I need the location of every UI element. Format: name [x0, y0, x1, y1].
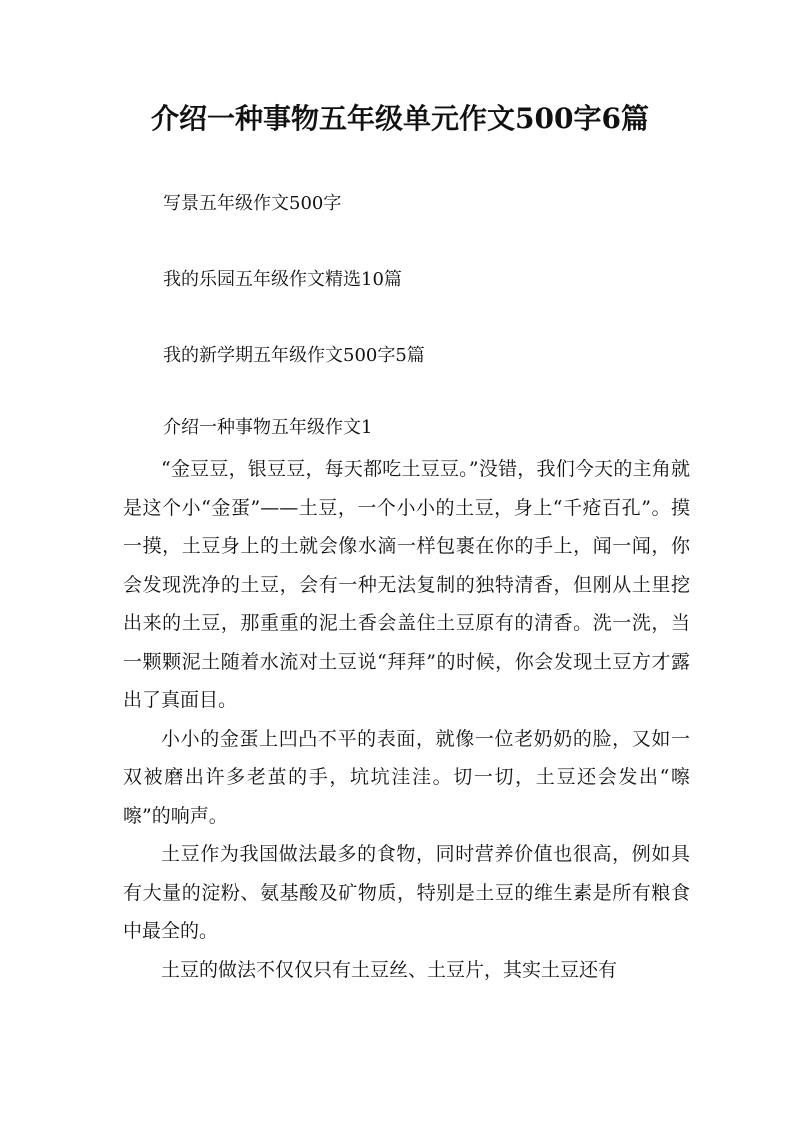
essay-body: [123, 450, 690, 989]
essay-paragraph-2: 小小的金蛋上凹凸不平的表面，就像一位老奶奶的脸，又如一双被磨出许多老茧的手，坑坑洼洼。切一切，土豆还会发出“嚓嚓”的响声。: [123, 727, 690, 827]
essay-heading: 介绍一种事物五年级作文1: [163, 417, 373, 438]
document-title: 介绍一种事物五年级单元作文500字6篇: [151, 102, 649, 135]
related-article-1[interactable]: 写景五年级作文500字: [163, 193, 342, 214]
related-article-2[interactable]: 我的乐园五年级作文精选10篇: [163, 269, 402, 290]
essay-paragraph-4: 土豆的做法不仅仅只有土豆丝、土豆片，其实土豆还有: [161, 958, 618, 981]
essay-paragraph-1: “金豆豆，银豆豆，每天都吃土豆豆。”没错，我们今天的主角就是这个小“金蛋”——土豆，一个小小的土豆，身上“千疮百孔”。摸一摸，土豆身上的土就会像水滴一样包裹在你的手上，闻一闻，你会发现洗净的土豆，会有一种无法复制的独特清香，但刚从土里挖出来的土豆，那重重的泥土香会盖住土豆原有的清香。洗一洗，当一颗颗泥土随着水流对土豆说“拜拜”的时候，你会发现土豆方才露出了真面目。: [123, 458, 690, 711]
related-article-3[interactable]: 我的新学期五年级作文500字5篇: [163, 345, 425, 366]
essay-paragraph-3: 土豆作为我国做法最多的食物，同时营养价值也很高，例如具有大量的淀粉、氨基酸及矿物质，特别是土豆的维生素是所有粮食中最全的。: [123, 843, 690, 942]
